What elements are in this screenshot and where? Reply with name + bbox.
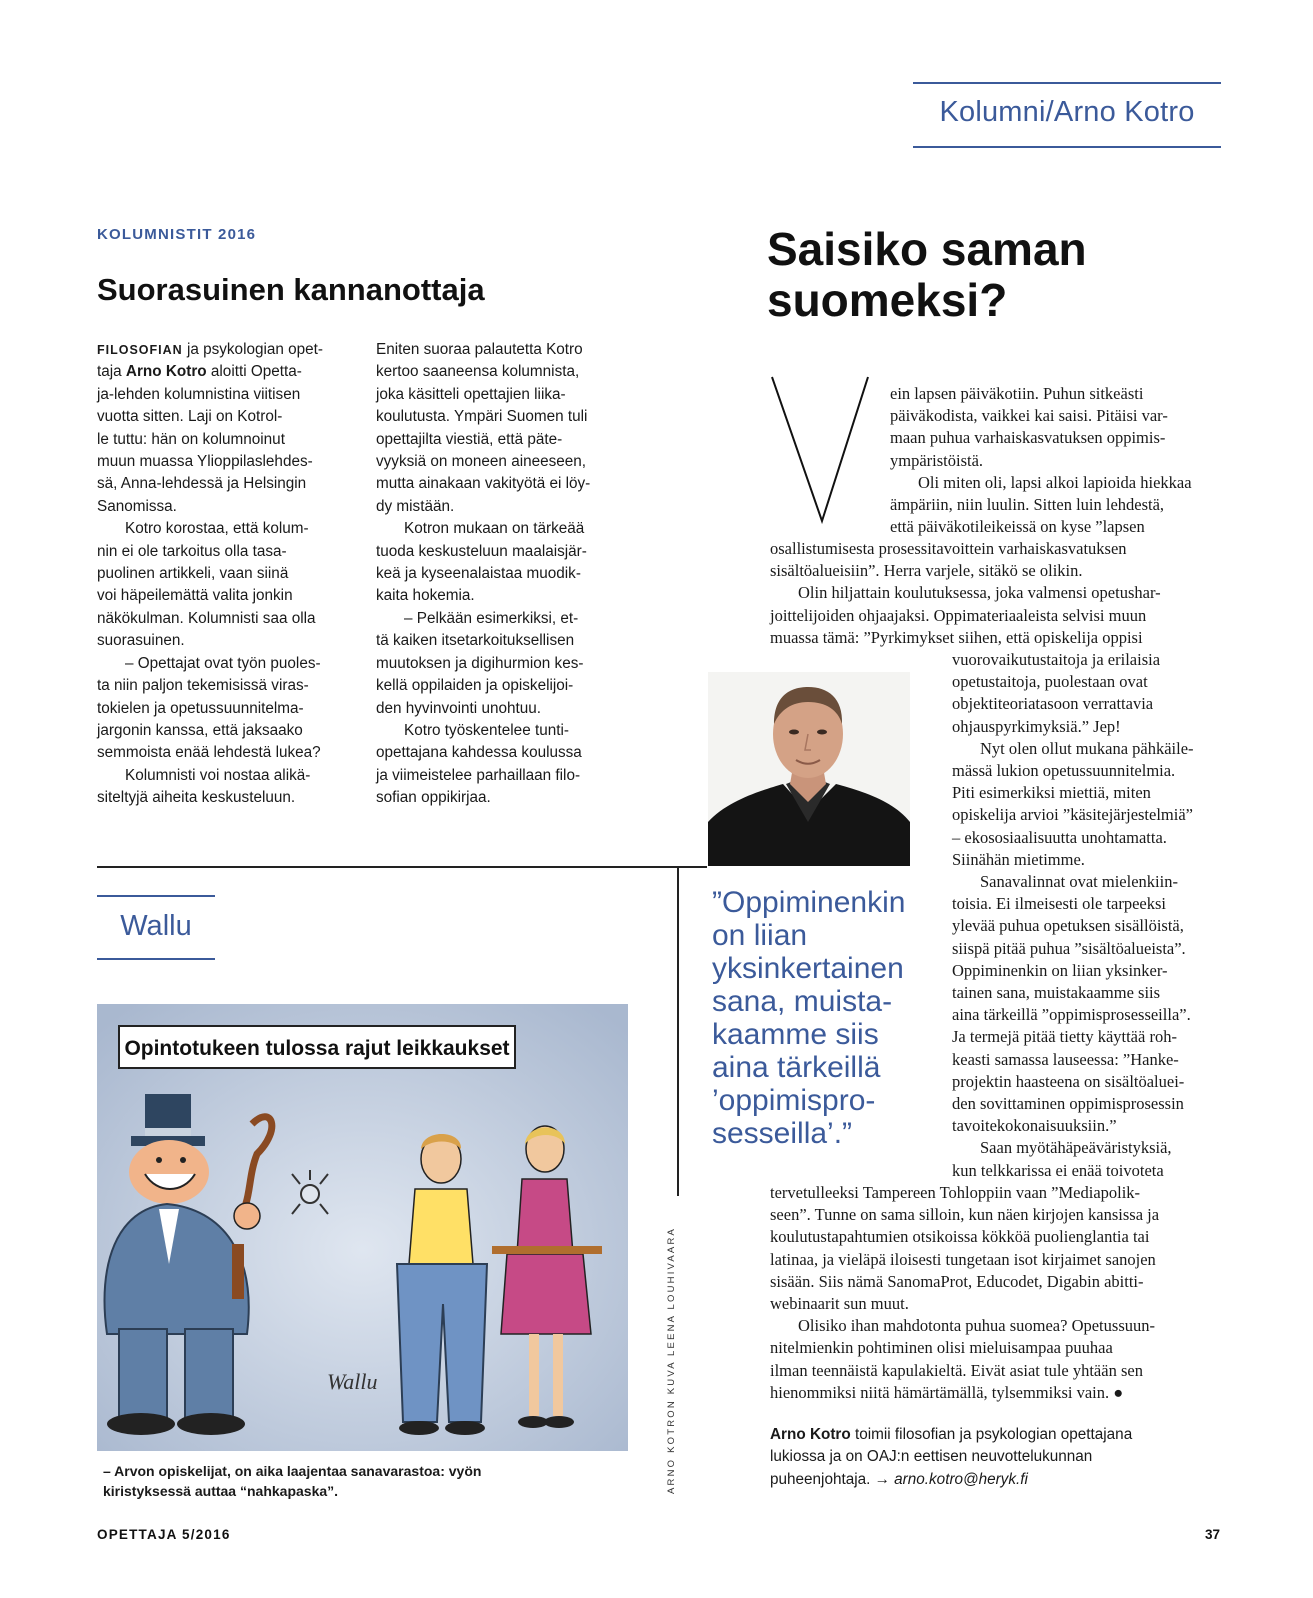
body-line: vuorovaikutustaitoja ja erilaisia	[952, 650, 1161, 669]
cartoon-caption	[103, 1461, 481, 1501]
line-text: le tuttu: hän on kolumnoinut	[97, 430, 285, 448]
body-line: tavoitekokonaisuuksiin.”	[952, 1116, 1117, 1136]
sidebar-line	[97, 720, 323, 742]
sidebar-line	[97, 765, 323, 787]
body-line: päiväkodista, vaikkei kai saisi. Pitäisi var-	[890, 406, 1168, 426]
line-text: aloitti Opetta-	[206, 363, 302, 381]
wallu-rule-top	[97, 895, 215, 897]
body-line: Oppiminenkin on liian yksinker-	[952, 960, 1168, 980]
wallu-title: Wallu	[120, 910, 192, 942]
sidebar-line	[97, 653, 323, 675]
body-line: että päiväkotileikeissä on kyse ”lapsen	[890, 517, 1145, 537]
line-text: kellä oppilaiden ja opiskelijoi-	[376, 677, 574, 695]
body-line: den sovittaminen oppimisprosessin	[952, 1094, 1184, 1114]
sidebar-line	[97, 563, 323, 585]
sidebar-line	[376, 630, 590, 652]
sidebar-line	[97, 496, 323, 518]
body-line: Nyt olen ollut mukana pähkäile-	[980, 738, 1194, 758]
sidebar-line	[376, 608, 590, 630]
cartoon-caption-line-2: kiristyksessä auttaa “nahkapaska”.	[103, 1483, 339, 1499]
line-text: Sanomissa.	[97, 497, 177, 515]
line-text: Eniten suoraa palautetta Kotro	[376, 341, 583, 358]
pull-quote-line: sesseilla’.”	[712, 1117, 853, 1150]
sidebar-line	[376, 563, 590, 585]
divider-horizontal	[97, 866, 707, 868]
body-line: nitelmienkin pohtiminen olisi mieluisampaa puuhaa	[770, 1338, 1113, 1358]
body-line: tervetulleeksi Tampereen Tohloppiin vaan ”Mediapolik-	[770, 1183, 1141, 1202]
sidebar-line	[376, 451, 590, 473]
sidebar-line	[97, 585, 323, 607]
body-line: projektin haasteena on sisältöaluei-	[952, 1071, 1185, 1091]
body-line: opetustaitoja, puolestaan ovat	[952, 672, 1148, 692]
body-line: Olisiko ihan mahdotonta puhua suomea? Opetussuun-	[798, 1316, 1155, 1336]
divider-vertical	[677, 866, 679, 1196]
sidebar-line	[376, 742, 590, 764]
body-line: kun telkkarissa ei enää toivoteta	[952, 1160, 1164, 1180]
body-line: Piti esimerkiksi miettiä, miten	[952, 783, 1151, 803]
cartoon-caption-line-1: – Arvon opiskelijat, on aika laajentaa sanavarastoa: vyön	[103, 1463, 482, 1479]
body-line: osallistumisesta prosessitavoittein varhaiskasvatuksen	[770, 539, 1127, 558]
line-text: joka käsitteli opettajien liika-	[376, 385, 566, 403]
sidebar-column-1	[97, 339, 323, 810]
line-text: muun muassa Ylioppilaslehdes-	[97, 453, 313, 471]
line-text: – Opettajat ovat työn puoles-	[125, 654, 321, 672]
line-text: semmoista enää lehdestä lukea?	[97, 744, 321, 762]
line-text: tokielen ja opetussuunnitelma-	[97, 699, 304, 717]
line-text: opettajana kahdessa koulussa	[376, 744, 582, 762]
sidebar-column-2	[376, 339, 590, 810]
sidebar-line	[97, 698, 323, 720]
author-email-link[interactable]: arno.kotro@heryk.fi	[894, 1470, 1028, 1488]
line-text: Kotron mukaan on tärkeää	[404, 520, 585, 538]
line-text: sofian oppikirjaa.	[376, 789, 491, 807]
line-text: jargonin kanssa, että jaksaako	[97, 721, 303, 739]
body-line: seen”. Tunne on sama silloin, kun näen kirjojen kansissa ja	[770, 1205, 1160, 1225]
sidebar-line	[97, 787, 323, 809]
main-body-narrow	[952, 649, 1227, 1182]
sidebar-line	[97, 473, 323, 495]
cartoon-signature: Wallu	[327, 1369, 378, 1394]
line-text: näkökulman. Kolumnisti saa olla	[97, 609, 316, 627]
sidebar-line	[376, 361, 590, 383]
line-prefix: taja	[97, 363, 126, 381]
pull-quote-line: on liian	[712, 919, 808, 952]
line-text: keä ja kyseenalaistaa muodik-	[376, 565, 581, 583]
sidebar-kicker: KOLUMNISTIT 2016	[97, 226, 257, 243]
main-headline-line-1: Saisiko saman	[767, 223, 1087, 275]
line-text: nin ei ole tarkoitus olla tasa-	[97, 542, 287, 560]
wallu-rule-bottom	[97, 958, 215, 960]
body-line: sisään. Siis nämä SanomaProt, Educodet, Digabin abitti-	[770, 1271, 1144, 1291]
body-line: siispä pitää puhua ”sisältöalueista”.	[952, 938, 1186, 958]
author-bio-name: Arno Kotro	[770, 1426, 851, 1443]
photo-credit: ARNO KOTRON KUVA LEENA LOUHIVAARA	[666, 1226, 677, 1494]
pull-quote-line: ’oppimispro-	[712, 1084, 876, 1117]
body-line: keasti samassa lauseessa: ”Hanke-	[952, 1049, 1179, 1069]
body-line: Oli miten oli, lapsi alkoi lapioida hiekkaa	[918, 472, 1192, 492]
pull-quote-line: aina tärkeillä	[712, 1051, 881, 1084]
body-line: hienommiksi niitä hämärtämällä, tylsemmiksi vain. ●	[770, 1382, 1124, 1402]
sidebar-line	[97, 339, 323, 361]
line-text: siteltyjä aiheita keskusteluun.	[97, 789, 296, 807]
sidebar-line	[376, 384, 590, 406]
body-line: webinaarit sun muut.	[770, 1294, 909, 1314]
sidebar-headline: Suorasuinen kannanottaja	[97, 272, 485, 307]
footer-page-number: 37	[1204, 1527, 1220, 1542]
body-line: Siinähän mietimme.	[952, 849, 1085, 869]
sidebar-line	[376, 698, 590, 720]
body-line: Sanavalinnat ovat mielenkiin-	[980, 872, 1178, 892]
header-rule-bottom	[913, 146, 1221, 148]
sidebar-line	[376, 429, 590, 451]
sidebar-line	[97, 406, 323, 428]
author-bio-line-2: lukiossa ja on OAJ:n eettisen neuvottelukunnan	[770, 1448, 1093, 1466]
sidebar-line	[376, 339, 590, 361]
line-text: kaita hokemia.	[376, 587, 475, 605]
body-line: ämpäriin, niin luulin. Sitten luin lehdestä,	[890, 495, 1165, 515]
body-line: maan puhua varhaiskasvatuksen oppimis-	[890, 428, 1166, 448]
main-body-block-b	[770, 1182, 1230, 1404]
line-text: tä kaiken itsetarkoituksellisen	[376, 632, 575, 650]
sidebar-line	[376, 653, 590, 675]
author-bio-line-3: puheenjohtaja. →	[770, 1470, 895, 1488]
pull-quote-line: yksinkertainen	[712, 952, 904, 985]
main-body-intro	[890, 383, 1225, 538]
sidebar-line	[376, 675, 590, 697]
sidebar-line	[376, 518, 590, 540]
sidebar-line	[376, 541, 590, 563]
author-bio-line-1: toimii filosofian ja psykologian opettajana	[850, 1426, 1133, 1443]
main-headline-line-2: suomeksi?	[767, 274, 1008, 326]
sidebar-line	[97, 361, 323, 383]
sidebar-line	[376, 720, 590, 742]
body-line: toisia. Ei ilmeisesti ole tarpeeksi	[952, 894, 1166, 914]
line-text: puolinen artikkeli, vaan siinä	[97, 565, 289, 583]
line-text: ja viimeistelee parhaillaan filo-	[376, 766, 581, 784]
section-title: Kolumni/Arno Kotro	[939, 96, 1195, 128]
body-line: ohjauspyrkimyksiä.” Jep!	[952, 716, 1121, 736]
line-text: opettajilta viestiä, että päte-	[376, 430, 563, 448]
author-name: Arno Kotro	[125, 363, 207, 381]
line-text: Kotro korostaa, että kolum-	[125, 520, 309, 538]
wallu-cartoon	[97, 1004, 628, 1451]
line-text: kertoo saaneensa kolumnista,	[376, 363, 580, 381]
body-line: ylevää puhua opetuksen sisällöistä,	[952, 916, 1184, 936]
body-line: aina tärkeillä ”oppimisprosesseilla”.	[952, 1005, 1191, 1025]
line-text: sä, Anna-lehdessä ja Helsingin	[97, 475, 307, 493]
body-line: joittelijoiden ohjaajaksi. Oppimateriaaleista selvisi muun	[770, 605, 1147, 625]
body-line: ein lapsen päiväkotiin. Puhun sitkeästi	[890, 384, 1144, 403]
dropcap-v	[770, 375, 870, 525]
sidebar-line	[97, 742, 323, 764]
footer-issue: OPETTAJA 5/2016	[97, 1527, 231, 1542]
body-line: opiskelija arvioi ”käsitejärjestelmiä”	[952, 805, 1193, 825]
sidebar-line	[376, 585, 590, 607]
body-line: sisältöalueisiin”. Herra varjele, sitäkö se olikin.	[770, 561, 1083, 581]
body-line: Olin hiljattain koulutuksessa, joka valmensi opetushar-	[798, 583, 1161, 603]
body-line: koulutustapahtumien otsikoissa kökköä puolienglantia tai	[770, 1227, 1150, 1247]
author-portrait	[708, 672, 910, 866]
body-line: mässä lukion opetussuunnitelmia.	[952, 761, 1176, 781]
pull-quote-line: kaamme siis	[712, 1018, 879, 1051]
line-text: koulutusta. Ympäri Suomen tuli	[376, 408, 588, 426]
sidebar-line	[376, 496, 590, 518]
body-line: objektiteoriatasoon verrattavia	[952, 694, 1154, 714]
pull-quote-line: ”Oppiminenkin	[712, 886, 906, 919]
line-text: Kotro työskentelee tunti-	[404, 721, 569, 739]
line-text: voi häpeilemättä valita jonkin	[97, 587, 293, 605]
line-text: vuotta sitten. Laji on Kotrol-	[97, 408, 283, 426]
line-text: tuoda keskusteluun maalaisjär-	[376, 542, 587, 560]
sidebar-line	[376, 406, 590, 428]
body-line: muassa tämä: ”Pyrkimykset siihen, että opiskelija oppisi	[770, 627, 1143, 647]
body-line: – ekososiaalisuutta unohtamatta.	[952, 827, 1167, 847]
sidebar-line	[97, 429, 323, 451]
sidebar-line	[97, 608, 323, 630]
line-text: mutta ainakaan vakityötä ei löy-	[376, 475, 591, 493]
sidebar-line	[97, 518, 323, 540]
line-text: suorasuinen.	[97, 632, 185, 650]
line-text: den hyvinvointi unohtuu.	[376, 699, 541, 717]
header-rule-top	[913, 82, 1221, 84]
body-line: latinaa, ja vieläpä iloisesti tungetaan isot kirjaimet sanojen	[770, 1249, 1156, 1269]
pull-quote-line: sana, muista-	[712, 985, 893, 1018]
sidebar-line	[376, 473, 590, 495]
line-text: – Pelkään esimerkiksi, et-	[404, 609, 579, 627]
sidebar-line	[376, 765, 590, 787]
author-bio	[770, 1424, 1132, 1491]
lead-in-caps: FILOSOFIAN	[97, 343, 183, 357]
body-line: ympäristöistä.	[890, 450, 984, 470]
body-line: Saan myötähäpeäväristyksiä,	[980, 1138, 1172, 1158]
sidebar-line	[376, 787, 590, 809]
line-text: vyyksiä on moneen aineeseen,	[376, 453, 587, 471]
line-text: muutoksen ja digihurmion kes-	[376, 654, 584, 672]
line-text: dy mistään.	[376, 497, 455, 515]
sidebar-line	[97, 675, 323, 697]
main-headline	[767, 224, 1087, 326]
line-text: Kolumnisti voi nostaa alikä-	[125, 766, 311, 784]
body-line: tainen sana, muistakaamme siis	[952, 983, 1161, 1003]
pull-quote	[712, 886, 905, 1150]
sidebar-line	[97, 384, 323, 406]
cartoon-banner: Opintotukeen tulossa rajut leikkaukset	[124, 1037, 510, 1060]
body-line: Ja termejä pitää tietty käyttää roh-	[952, 1027, 1177, 1047]
sidebar-line	[97, 451, 323, 473]
sidebar-line	[97, 541, 323, 563]
main-body-block-a	[770, 538, 1230, 649]
line-text: ja-lehden kolumnistina viitisen	[97, 385, 301, 403]
line-text: ja psykologian opet-	[182, 341, 324, 358]
sidebar-line	[97, 630, 323, 652]
body-line: ilman teennäistä kapulakieltä. Eivät asiat tule yhtään sen	[770, 1360, 1143, 1380]
line-text: ta niin paljon tekemisissä viras-	[97, 677, 309, 695]
